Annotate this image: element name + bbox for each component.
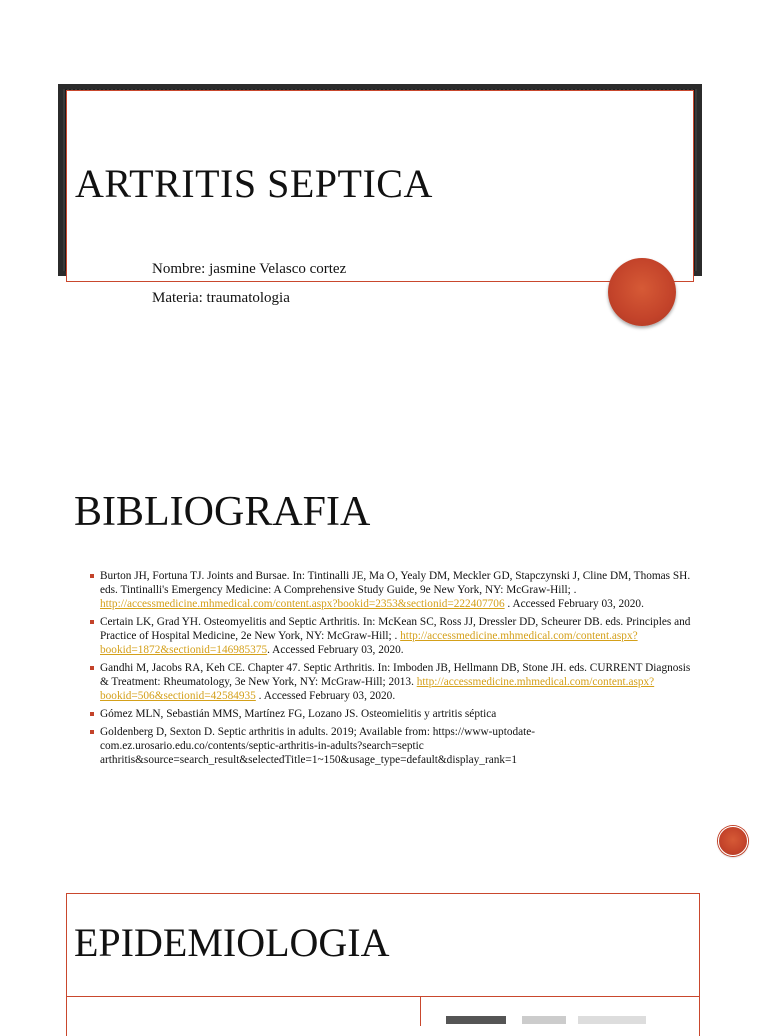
ref-text-after: . Accessed February 03, 2020. [504, 598, 644, 610]
list-item [90, 569, 700, 611]
bibliography-title: BIBLIOGRAFIA [74, 489, 371, 535]
slide-title: ARTRITIS SEPTICA [75, 161, 433, 206]
ref-link[interactable]: http://accessmedicine.mhmedical.com/content.aspx?bookid=2353&sectionid=222407706 [100, 598, 505, 610]
ref-text-after: . Accessed February 03, 2020. [255, 690, 396, 702]
ref-text: Gandhi M, Jacobs RA, Keh CE. Chapter 47. Septic Arthritis. In: Imboden JB, Hellmann DB, Stone JH. eds. CURRENT Diagnosis & Treatment: Rheumatology, 3e New York, NY: McGraw-Hill; 2013. [100, 662, 691, 688]
partial-image [446, 1016, 646, 1024]
bibliography-list [90, 569, 700, 771]
ref-text: Burton JH, Fortuna TJ. Joints and Bursae. In: Tintinalli JE, Ma O, Yealy DM, Meckler GD, Stapczynski J, Cline DM, Thomas SH. eds. Tintinalli's Emergency Medicine: A Comprehensive Study Guide, 9e New York, NY: McGraw-Hill; . [100, 570, 691, 596]
ref-link[interactable]: http://accessmedicine.mhmedical.com/content.aspx?bookid=506&sectionid=42584935 [100, 676, 655, 702]
ref-link[interactable]: http://accessmedicine.mhmedical.com/content.aspx?bookid=1872&sectionid=146985375 [100, 630, 638, 656]
list-item [90, 725, 700, 767]
ref-text-after: . Accessed February 03, 2020. [267, 644, 404, 656]
ref-text: Gómez MLN, Sebastián MMS, Martínez FG, Lozano JS. Osteomielitis y artritis séptica [100, 708, 497, 720]
decorative-circle [608, 258, 676, 326]
list-item [90, 707, 700, 721]
list-item [90, 661, 700, 703]
ref-text: Goldenberg D, Sexton D. Septic arthritis in adults. 2019; Available from: https://www-uptodate-com.ez.urosario.edu.co/contents/septic-arthritis-in-adults?search=septic arthritis&source=search_result&selectedTitle=1~150&usage_type=default&display_rank=1 [100, 726, 536, 766]
column-divider [420, 996, 421, 1026]
decorative-circle-small [718, 826, 748, 856]
list-item [90, 615, 700, 657]
title-slide [0, 0, 768, 440]
author-name: Nombre: jasmine Velasco cortez [152, 261, 347, 277]
epidemiology-title: EPIDEMIOLOGIA [74, 920, 390, 965]
subject-name: Materia: traumatologia [152, 290, 290, 306]
ref-text: Certain LK, Grad YH. Osteomyelitis and Septic Arthritis. In: McKean SC, Ross JJ, Dressler DD, Scheurer DB. eds. Principles and Practice of Hospital Medicine, 2e New York, NY: McGraw-Hill; . [100, 616, 691, 642]
